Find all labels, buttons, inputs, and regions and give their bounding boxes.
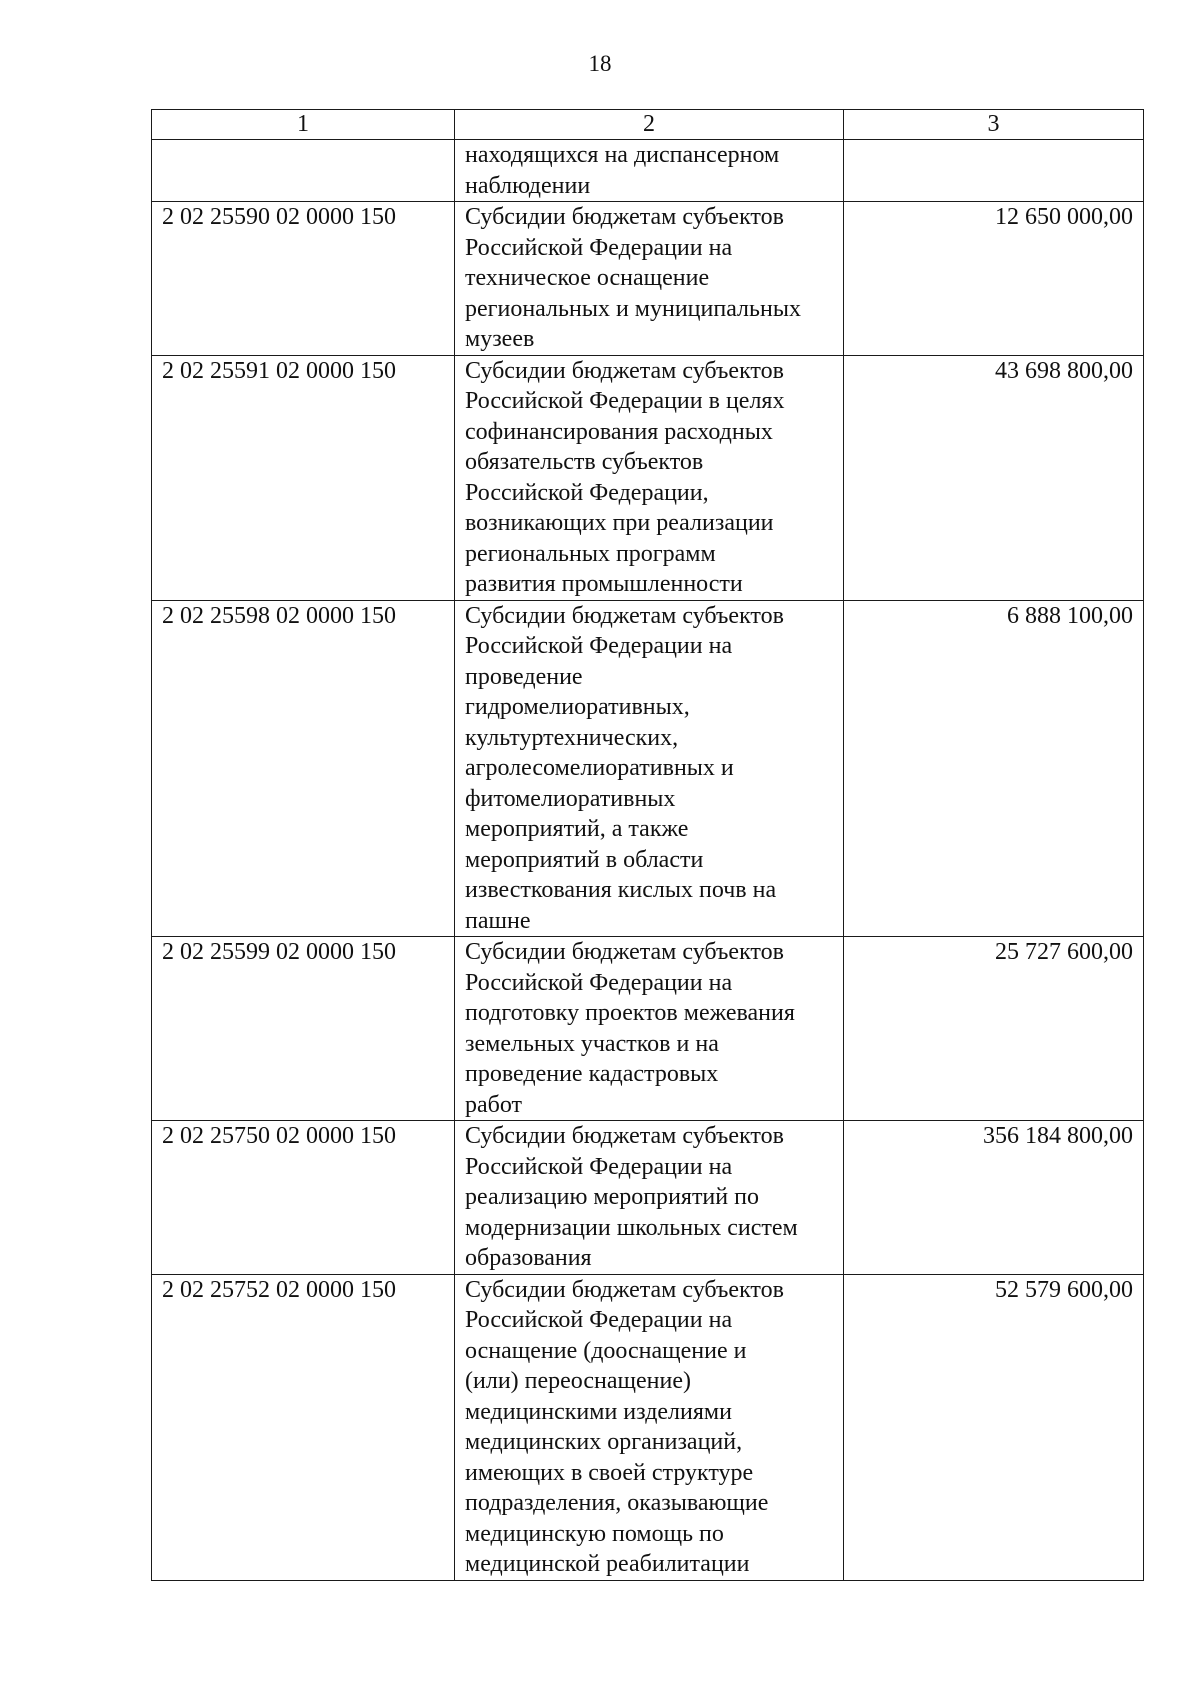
description-line: Российской Федерации на [465,1307,733,1333]
description-line: обязательств субъектов [465,449,704,475]
column-header-3: 3 [844,110,1144,140]
description-line: развития промышленности [465,571,743,597]
description-line: Российской Федерации, [465,479,709,506]
description-line: земельных участков и на [465,1030,719,1057]
description-line: софинансирования расходных [465,418,773,445]
description-cell [455,355,844,600]
description-cell [455,1274,844,1580]
description-line: находящихся на диспансерном [465,142,780,168]
description-line: (или) переоснащение) [465,1368,692,1394]
description-line: проведение кадастровых [465,1061,719,1087]
amount-cell: 25 727 600,00 [844,937,1144,1121]
column-header-1: 1 [152,110,455,140]
description-line: Российской Федерации на [465,633,733,659]
description-line: региональных программ [465,540,716,567]
table-row [152,140,1144,202]
description-line: проведение [465,663,583,690]
description-line: пашне [465,907,531,934]
table-body [152,140,1144,1581]
description-line: подготовку проектов межевания [465,1000,795,1026]
description-line: модернизации школьных систем [465,1214,798,1241]
amount-cell [844,140,1144,202]
amount-cell: 356 184 800,00 [844,1121,1144,1275]
description-line: реализацию мероприятий по [465,1184,759,1210]
description-line: известкования кислых почв на [465,877,777,903]
column-header-2: 2 [455,110,844,140]
table-row [152,355,1144,600]
description-line: Субсидии бюджетам субъектов [465,602,784,629]
table-row [152,1121,1144,1275]
description-line: мероприятий, а также [465,816,689,842]
budget-code-cell: 2 02 25599 02 0000 150 [152,937,455,1121]
description-line: Российской Федерации на [465,234,733,261]
description-cell [455,140,844,202]
amount-cell: 52 579 600,00 [844,1274,1144,1580]
description-line: фитомелиоративных [465,785,676,812]
table-header-row [152,110,1144,140]
description-line: возникающих при реализации [465,510,774,536]
description-line: музеев [465,326,535,352]
description-cell [455,202,844,356]
budget-code-cell: 2 02 25590 02 0000 150 [152,202,455,356]
description-line: наблюдении [465,172,591,199]
description-line: Субсидии бюджетам субъектов [465,939,784,965]
description-line: культуртехнических, [465,724,679,751]
description-line: Российской Федерации в целях [465,388,785,414]
table-row [152,1274,1144,1580]
description-line: медицинскую помощь по [465,1520,724,1547]
description-line: имеющих в своей структуре [465,1459,754,1486]
budget-code-cell [152,140,455,202]
table-row [152,937,1144,1121]
description-line: образования [465,1245,592,1271]
description-line: медицинской реабилитации [465,1551,750,1577]
amount-cell: 43 698 800,00 [844,355,1144,600]
description-line: мероприятий в области [465,846,704,873]
description-line: медицинских организаций, [465,1429,743,1455]
description-line: оснащение (дооснащение и [465,1337,747,1364]
budget-revenue-table [151,109,1144,1581]
description-line: Российской Федерации на [465,969,733,996]
budget-code-cell: 2 02 25591 02 0000 150 [152,355,455,600]
description-line: Субсидии бюджетам субъектов [465,1276,784,1303]
description-line: подразделения, оказывающие [465,1490,769,1516]
amount-cell: 12 650 000,00 [844,202,1144,356]
description-line: агролесомелиоративных и [465,755,734,781]
description-line: техническое оснащение [465,265,710,291]
description-cell [455,937,844,1121]
description-line: гидромелиоративных, [465,694,690,720]
description-line: работ [465,1091,523,1118]
table-row [152,600,1144,937]
amount-cell: 6 888 100,00 [844,600,1144,937]
table-row [152,202,1144,356]
budget-code-cell: 2 02 25598 02 0000 150 [152,600,455,937]
description-line: медицинскими изделиями [465,1398,732,1425]
budget-code-cell: 2 02 25750 02 0000 150 [152,1121,455,1275]
description-line: Российской Федерации на [465,1153,733,1180]
budget-code-cell: 2 02 25752 02 0000 150 [152,1274,455,1580]
description-line: Субсидии бюджетам субъектов [465,1123,784,1149]
description-line: региональных и муниципальных [465,295,801,322]
description-line: Субсидии бюджетам субъектов [465,357,784,384]
description-cell [455,1121,844,1275]
description-line: Субсидии бюджетам субъектов [465,204,784,230]
description-cell [455,600,844,937]
page-number: 18 [588,51,612,76]
